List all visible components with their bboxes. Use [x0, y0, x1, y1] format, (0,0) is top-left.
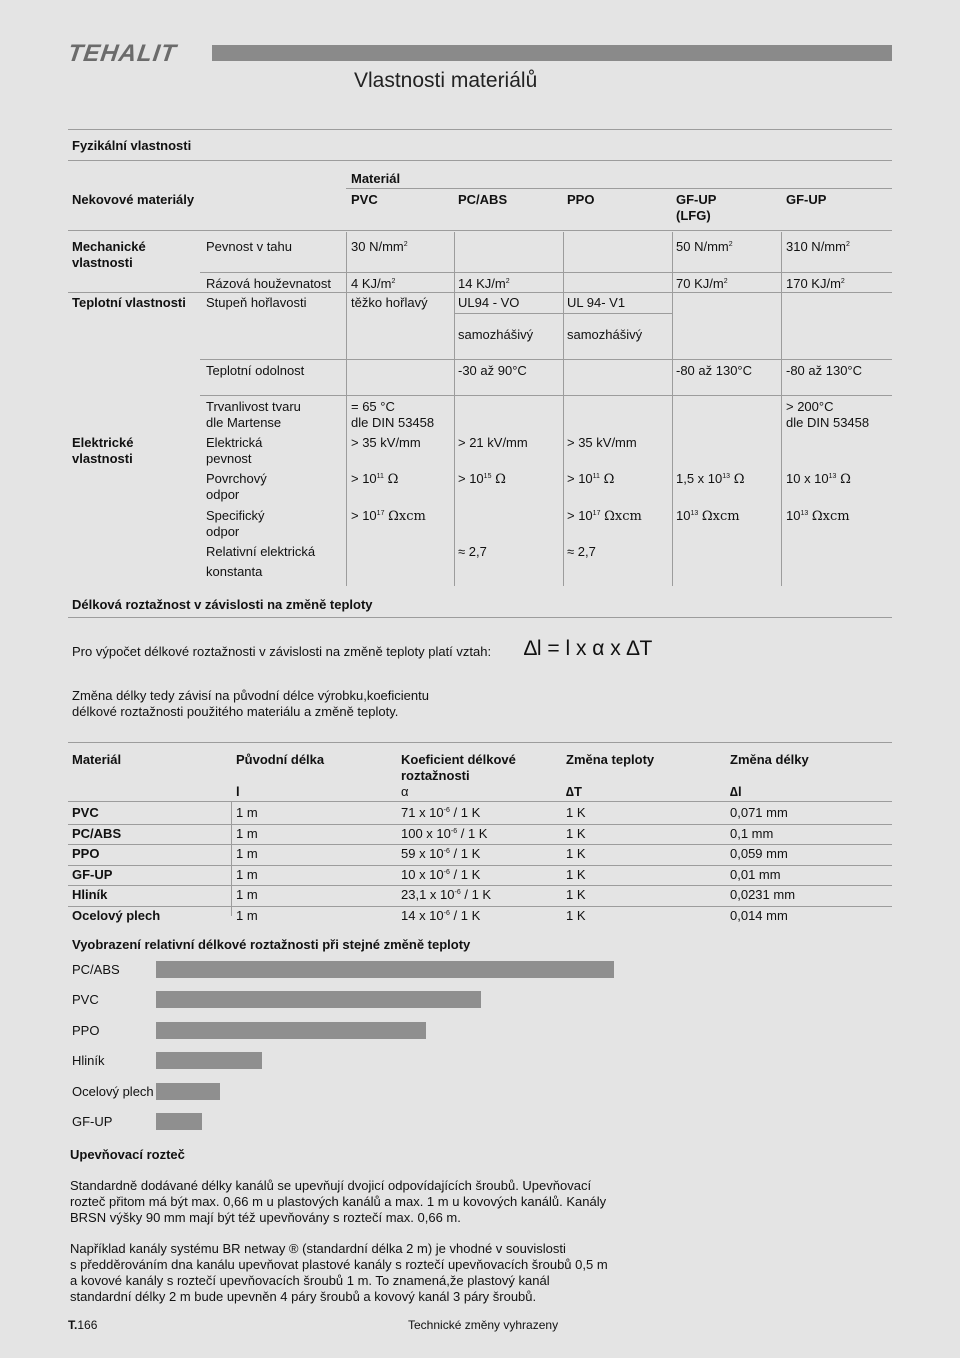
martens-gfup-2: dle DIN 53458: [786, 415, 870, 430]
section-title: Fyzikální vlastnosti: [72, 138, 192, 153]
permittivity-label: Relativní elektrická: [206, 544, 316, 559]
exp-header-coef-2: roztažnosti: [401, 768, 470, 783]
col-gfup-lfg: GF-UP: [676, 192, 717, 207]
row-dt: 1 K: [566, 907, 586, 923]
row-material: PC/ABS: [72, 825, 122, 841]
row-length: 1 m: [236, 825, 258, 841]
impact-gfup-lfg: 70 $KJ/m^2$: [676, 276, 728, 291]
strength-pcabs: > 21 kV/mm: [458, 435, 528, 450]
symbol-l: l: [236, 784, 240, 799]
row-dt: 1 K: [566, 887, 586, 902]
bar-label: PVC: [72, 992, 99, 1008]
heat-label: Teplotní odolnost: [206, 363, 305, 378]
strength-pvc: > 35 kV/mm: [351, 435, 421, 450]
row-material: PPO: [72, 846, 100, 861]
exp-header-dl: Změna délky: [730, 752, 809, 767]
martens-gfup: > 200°C: [786, 399, 834, 414]
specific-pvc: > $10^{17}$ Ωxcm: [351, 508, 426, 524]
elec-label: Elektrické: [72, 435, 134, 450]
tensile-pvc: 30 $N/mm^2$: [351, 239, 408, 254]
tensile-label: Pevnost v tahu: [206, 239, 292, 254]
exp-header-length: Původní délka: [236, 752, 325, 767]
martens-label-2: dle Martense: [206, 415, 282, 430]
bar-label: Ocelový plech: [72, 1083, 154, 1099]
surface-gfup-lfg: 1,5 x $10^{13}$ Ω: [676, 471, 745, 487]
specific-label: Specifický: [206, 508, 265, 523]
specific-gfup: $10^{13}$ Ωxcm: [786, 508, 850, 524]
col-gfup-lfg-sub: (LFG): [676, 208, 711, 223]
bar-label: GF-UP: [72, 1114, 113, 1129]
permittivity-ppo: ≈ 2,7: [567, 544, 596, 559]
self-extinguishing-ppo: samozhášivý: [567, 327, 643, 342]
divider: [68, 129, 892, 130]
symbol-alpha: α: [401, 784, 409, 799]
mounting-paragraph-1: Standardně dodávané délky kanálů se upevňují dvojicí odpovídajících šroubů. Upevňovací rozteč přitom má být max. 0,66 m u plastových kanálů a max. 1 m u kovových kanálů. Kanály BRSN výšky 90 mm mají být též upevňovány s roztečí max. 0,66 m.: [70, 1178, 607, 1225]
row-dl: 0,1 mm: [730, 825, 774, 841]
flammability-ppo: UL 94- V1: [567, 295, 626, 310]
impact-label: Rázová houževnatost: [206, 276, 332, 291]
col-pcabs: PC/ABS: [458, 192, 508, 207]
page-title: Vlastnosti materiálů: [354, 69, 538, 92]
exp-header-coef: Koeficient délkové: [401, 752, 516, 767]
heat-pcabs: -30 až 90°C: [458, 363, 527, 378]
row-length: 1 m: [236, 907, 258, 923]
expansion-title: Délková roztažnost v závislosti na změně teploty: [72, 597, 373, 612]
row-length: 1 m: [236, 846, 258, 861]
mech-label-2: vlastnosti: [72, 255, 133, 270]
row-coef: 10 x $10^{-6} / 1$ K: [401, 866, 481, 882]
row-dl: 0,0231 mm: [730, 887, 796, 902]
martens-pvc-2: dle DIN 53458: [351, 415, 435, 430]
strength-label-2: pevnost: [206, 451, 252, 466]
expansion-formula: ∆l = l x α x ∆T: [524, 637, 653, 660]
row-material: GF-UP: [72, 866, 113, 882]
row-material: Hliník: [72, 887, 108, 902]
row-coef: 59 x $10^{-6} / 1$ K: [401, 846, 481, 861]
symbol-dt: ∆T: [566, 784, 582, 799]
surface-label-2: odpor: [206, 487, 240, 502]
flammability-label: Stupeň hořlavosti: [206, 295, 307, 310]
bar: [156, 1022, 426, 1039]
row-material: Ocelový plech: [72, 907, 161, 923]
row-dl: 0,071 mm: [730, 805, 788, 820]
row-dl: 0,014 mm: [730, 907, 788, 923]
brand-logo: TEHALIT: [66, 40, 179, 67]
row-dt: 1 K: [566, 825, 586, 841]
col-gfup: GF-UP: [786, 192, 827, 207]
exp-header-material: Materiál: [72, 752, 122, 767]
formula-text: Pro výpočet délkové roztažnosti v závislosti na změně teploty platí vztah:: [72, 644, 492, 659]
self-extinguishing-pcabs: samozhášivý: [458, 327, 534, 342]
row-dl: 0,059 mm: [730, 846, 788, 861]
surface-pvc: > $10^{11}$ Ω: [351, 471, 399, 487]
row-dt: 1 K: [566, 846, 586, 861]
mounting-paragraph-2: Například kanály systému BR netway ® (standardní délka 2 m) je vhodné v souvislosti s předděrováním dna kanálu upevňovat plastové kanály s roztečí upevňovacích šroubů 0,5 m a kovové kanály s roztečí upevňovacích šroubů 1 m. To znamená,že plastový kanál standardní délky 2 m bude upevněn 4 páry šroubů a kovový kanál 3 páry šroubů.: [70, 1241, 608, 1304]
impact-pcabs: 14 $KJ/m^2$: [458, 276, 510, 291]
bar-label: Hliník: [72, 1053, 105, 1069]
row-length: 1 m: [236, 805, 258, 820]
row-coef: 14 x $10^{-6} / 1$ K: [401, 907, 481, 923]
row-coef: 23,1 x $10^{-6} / 1$ K: [401, 887, 492, 902]
row-length: 1 m: [236, 866, 258, 882]
specific-ppo: > $10^{17}$ Ωxcm: [567, 508, 642, 524]
row-dt: 1 K: [566, 805, 586, 820]
thermal-label: Teplotní vlastnosti: [72, 295, 186, 310]
chart-title: Vyobrazení relativní délkové roztažnosti při stejné změně teploty: [72, 937, 471, 952]
martens-pvc: = 65 °C: [351, 399, 395, 414]
bar-label: PPO: [72, 1022, 100, 1038]
bar: [156, 1113, 202, 1130]
page-number: T.166: [68, 1318, 98, 1332]
tensile-gfup-lfg: 50 $N/mm^2$: [676, 239, 733, 254]
row-coef: 71 x $10^{-6} / 1$ K: [401, 805, 481, 820]
specific-label-2: odpor: [206, 524, 240, 539]
mounting-title: Upevňovací rozteč: [70, 1147, 185, 1162]
impact-gfup: 170 $KJ/m^2$: [786, 276, 845, 291]
flammability-pvc: těžko hořlavý: [351, 295, 428, 310]
specific-gfup-lfg: $10^{13}$ Ωxcm: [676, 508, 740, 524]
footer-note: Technické změny vyhrazeny: [408, 1318, 559, 1332]
row-material: PVC: [72, 805, 99, 820]
mech-label: Mechanické: [72, 239, 146, 254]
strength-ppo: > 35 kV/mm: [567, 435, 637, 450]
surface-pcabs: > $10^{15}$ Ω: [458, 471, 506, 487]
col-pvc: PVC: [351, 192, 378, 207]
bar-label: PC/ABS: [72, 962, 120, 977]
tensile-gfup: 310 $N/mm^2$: [786, 239, 850, 254]
heat-gfup: -80 až 130°C: [786, 363, 863, 378]
header-bar: [212, 45, 892, 61]
bar: [156, 1083, 220, 1100]
material-header: Materiál: [351, 171, 401, 186]
bar: [156, 1052, 262, 1069]
strength-label: Elektrická: [206, 435, 263, 450]
martens-label: Trvanlivost tvaru: [206, 399, 301, 414]
permittivity-label-2: konstanta: [206, 564, 263, 579]
nonmetal-header: Nekovové materiály: [72, 192, 195, 207]
exp-header-dt: Změna teploty: [566, 752, 655, 767]
permittivity-pcabs: ≈ 2,7: [458, 544, 487, 559]
surface-ppo: > $10^{11}$ Ω: [567, 471, 615, 487]
row-length: 1 m: [236, 887, 258, 902]
heat-gfup-lfg: -80 až 130°C: [676, 363, 753, 378]
row-dl: 0,01 mm: [730, 866, 781, 882]
symbol-dl: ∆l: [730, 784, 742, 799]
elec-label-2: vlastnosti: [72, 451, 133, 466]
expansion-note-2: délkové roztažnosti použitého materiálu a změně teploty.: [72, 704, 399, 719]
row-dt: 1 K: [566, 866, 586, 882]
surface-gfup: 10 x $10^{13}$ Ω: [786, 471, 851, 487]
surface-label: Povrchový: [206, 471, 267, 486]
bar: [156, 961, 614, 978]
impact-pvc: 4 $KJ/m^2$: [351, 276, 396, 291]
flammability-pcabs: UL94 - VO: [458, 295, 520, 310]
bar: [156, 991, 481, 1008]
row-coef: 100 x $10^{-6} / 1$ K: [401, 825, 488, 841]
expansion-note: Změna délky tedy závisí na původní délce výrobku,koeficientu: [72, 688, 429, 703]
col-ppo: PPO: [567, 192, 595, 207]
